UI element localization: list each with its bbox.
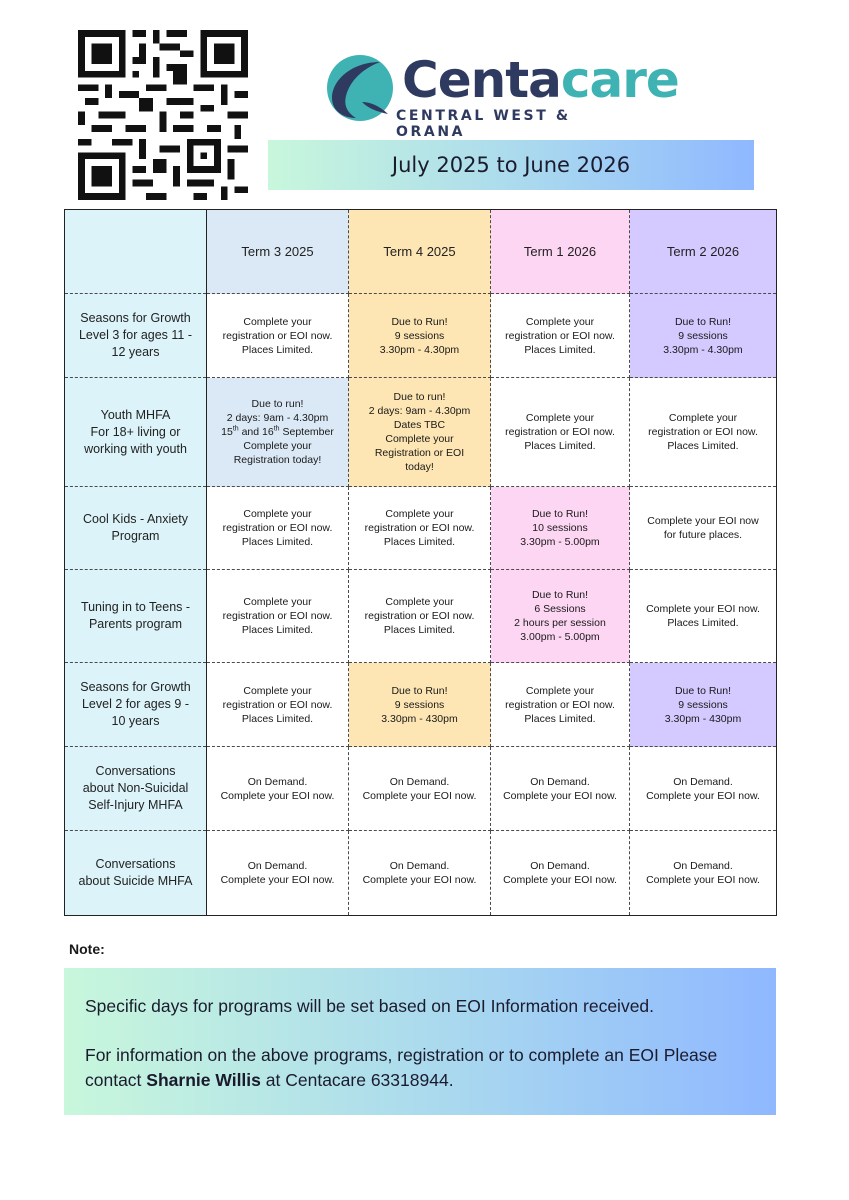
- cell-line: Places Limited.: [524, 440, 596, 452]
- note-box: [64, 968, 776, 1115]
- date-part: 15: [221, 426, 233, 438]
- cell-line: On Demand.: [530, 775, 590, 788]
- cell-line: 10 sessions: [532, 522, 588, 534]
- date-range-banner: July 2025 to June 2026: [268, 140, 754, 190]
- program-schedule-table: [64, 209, 777, 916]
- table-row: [65, 378, 777, 487]
- program-name-cell: [65, 570, 207, 663]
- schedule-cell: [349, 663, 491, 747]
- date-part: th: [273, 425, 280, 433]
- schedule-cell: [630, 487, 777, 570]
- program-name-line: 10 years: [111, 714, 160, 728]
- date-part: and 16: [238, 426, 274, 438]
- program-name-line: Tuning in to Teens -: [80, 600, 191, 614]
- cell-line: Places Limited.: [241, 712, 314, 725]
- cell-line: registration or EOI now.: [505, 329, 615, 342]
- program-name-line: For 18+ living or: [90, 424, 181, 439]
- cell-line: Complete your: [243, 596, 312, 608]
- term-header: Term 4 2025: [349, 210, 491, 294]
- schedule-cell: [491, 831, 630, 916]
- schedule-cell: [630, 378, 777, 487]
- note-line-1: Specific days for programs will be set based on EOI Information received.: [85, 996, 655, 1016]
- cell-line: Due to Run!: [391, 315, 448, 328]
- cell-line: Complete your: [525, 412, 595, 424]
- cell-line: Due to Run!: [531, 589, 589, 601]
- schedule-cell: [349, 831, 491, 916]
- cell-line: Places Limited.: [667, 440, 739, 452]
- cell-line: 2 days: 9am - 4.30pm: [226, 412, 329, 424]
- contact-name: Sharnie Willis: [146, 1070, 261, 1090]
- table-row: [65, 747, 777, 831]
- cell-line: 6 Sessions: [534, 603, 586, 615]
- cell-line: registration or EOI now.: [222, 610, 333, 622]
- term-header: Term 2 2026: [630, 210, 777, 294]
- cell-line: Complete your: [243, 440, 312, 452]
- schedule-cell: [207, 663, 349, 747]
- table-header-row: [65, 210, 777, 294]
- cell-line: Complete your EOI now.: [220, 874, 335, 886]
- program-name-cell: [65, 378, 207, 487]
- cell-line: Complete your EOI now: [647, 515, 759, 527]
- program-name-cell: [65, 831, 207, 916]
- table-row: [65, 294, 777, 378]
- program-name-line: Cool Kids - Anxiety: [83, 512, 188, 526]
- logo-wordmark-part2: care: [560, 51, 679, 109]
- cell-line: Complete your EOI now.: [503, 789, 617, 802]
- schedule-cell: [207, 747, 349, 831]
- cell-line: Complete your EOI now.: [646, 603, 760, 615]
- schedule-cell: [491, 294, 630, 378]
- cell-line: 3.30pm - 430pm: [381, 712, 458, 725]
- schedule-cell: [630, 570, 777, 663]
- cell-line: today!: [405, 461, 434, 473]
- cell-line: for future places.: [663, 529, 743, 541]
- cell-line: 2 hours per session: [514, 617, 606, 629]
- program-name-line: Seasons for Growth: [80, 680, 191, 694]
- cell-line: On Demand.: [530, 860, 590, 872]
- cell-line: 3.30pm - 5.00pm: [520, 536, 600, 548]
- cell-line: 3.30pm - 4.30pm: [379, 343, 460, 356]
- cell-line: Complete your: [243, 684, 312, 697]
- cell-line: Places Limited.: [241, 624, 314, 636]
- session-dates: [221, 426, 334, 438]
- table-row: [65, 570, 777, 663]
- cell-line: Places Limited.: [667, 617, 739, 629]
- cell-line: Places Limited.: [241, 343, 314, 356]
- logo-wordmark: [402, 50, 679, 110]
- cell-line: On Demand.: [247, 860, 308, 872]
- cell-line: Places Limited.: [383, 624, 456, 636]
- cell-line: Complete your: [243, 315, 312, 328]
- cell-line: Complete your: [525, 315, 595, 328]
- schedule-cell: [207, 831, 349, 916]
- schedule-cell: [491, 663, 630, 747]
- schedule-cell: [349, 570, 491, 663]
- cell-line: Places Limited.: [241, 536, 314, 548]
- cell-line: registration or EOI now.: [222, 329, 333, 342]
- schedule-cell: [630, 747, 777, 831]
- schedule-cell: [630, 831, 777, 916]
- table-corner-cell: [65, 210, 207, 294]
- program-name-line: Level 2 for ages 9 -: [81, 697, 189, 711]
- centacare-logo: [322, 51, 679, 140]
- cell-line: registration or EOI now.: [364, 610, 475, 622]
- cell-line: registration or EOI now.: [648, 426, 758, 438]
- cell-line: 9 sessions: [394, 329, 445, 342]
- cell-line: Registration today!: [233, 454, 322, 466]
- cell-line: Places Limited.: [524, 712, 596, 725]
- cell-line: On Demand.: [389, 775, 450, 788]
- cell-line: registration or EOI now.: [505, 426, 615, 438]
- program-name-line: about Suicide MHFA: [78, 874, 193, 888]
- cell-line: 9 sessions: [394, 698, 445, 711]
- schedule-cell: [491, 487, 630, 570]
- cell-line: Complete your: [525, 684, 595, 697]
- cell-line: Complete your EOI now.: [503, 874, 617, 886]
- cell-line: Complete your: [385, 433, 454, 445]
- table-row: [65, 831, 777, 916]
- cell-line: 3.30pm - 4.30pm: [663, 343, 743, 356]
- cell-line: On Demand.: [673, 775, 733, 788]
- program-name-cell: [65, 663, 207, 747]
- program-name-cell: [65, 487, 207, 570]
- logo-subtitle: CENTRAL WEST & ORANA: [396, 108, 571, 140]
- cell-line: Complete your EOI now.: [362, 789, 477, 802]
- cell-line: Complete your: [243, 508, 312, 520]
- schedule-cell: [491, 570, 630, 663]
- table-row: [65, 663, 777, 747]
- cell-line: Due to run!: [393, 391, 446, 403]
- program-name-line: Parents program: [88, 617, 183, 631]
- program-name-line: about Non-Suicidal: [82, 781, 189, 795]
- cell-line: Registration or EOI: [374, 447, 465, 459]
- note-line-2-end: at Centacare 63318944.: [260, 1070, 454, 1090]
- program-name-line: Self-Injury MHFA: [88, 798, 183, 812]
- schedule-cell: [630, 294, 777, 378]
- schedule-cell: [207, 570, 349, 663]
- cell-line: registration or EOI now.: [222, 522, 333, 534]
- cell-line: Complete your EOI now.: [362, 874, 477, 886]
- cell-line: 3.00pm - 5.00pm: [520, 631, 600, 643]
- program-name-line: Program: [111, 529, 160, 543]
- date-part: September: [279, 426, 334, 438]
- cell-line: Places Limited.: [524, 343, 596, 356]
- note-line-2-start: For information on the above programs, registration or to complete an EOI Please contact: [85, 1045, 718, 1090]
- schedule-cell: [491, 378, 630, 487]
- date-part: th: [232, 425, 239, 433]
- program-name-line: Level 3 for ages 11 -: [78, 328, 193, 342]
- logo-wordmark-part1: Centa: [402, 51, 561, 109]
- program-name-line: Conversations: [95, 764, 176, 778]
- qr-code-icon: [78, 30, 248, 200]
- cell-line: Dates TBC: [393, 419, 446, 431]
- program-name-line: Youth MHFA: [100, 407, 171, 422]
- cell-line: registration or EOI now.: [222, 698, 333, 711]
- cell-line: Due to Run!: [674, 315, 732, 328]
- cell-line: Places Limited.: [383, 536, 456, 548]
- program-name-line: Seasons for Growth: [80, 311, 191, 325]
- cell-line: Complete your EOI now.: [646, 789, 760, 802]
- schedule-cell: [207, 487, 349, 570]
- cell-line: Due to run!: [251, 398, 304, 410]
- note-label: Note:: [69, 941, 105, 957]
- cell-line: 3.30pm - 430pm: [664, 712, 742, 725]
- cell-line: registration or EOI now.: [505, 698, 615, 711]
- cell-line: registration or EOI now.: [364, 522, 475, 534]
- cell-line: On Demand.: [389, 860, 450, 872]
- schedule-cell: [349, 487, 491, 570]
- schedule-cell: [349, 294, 491, 378]
- schedule-cell: [630, 663, 777, 747]
- program-name-cell: [65, 747, 207, 831]
- program-name-line: 12 years: [111, 345, 160, 359]
- cell-line: 2 days: 9am - 4.30pm: [368, 405, 471, 417]
- cell-line: Due to Run!: [391, 684, 448, 697]
- table-row: [65, 487, 777, 570]
- logo-swirl-icon: [322, 52, 396, 126]
- term-header: Term 1 2026: [491, 210, 630, 294]
- cell-line: Complete your EOI now.: [646, 874, 760, 886]
- program-name-line: Conversations: [95, 857, 176, 871]
- cell-line: 9 sessions: [678, 329, 728, 342]
- cell-line: Complete your: [385, 508, 454, 520]
- schedule-cell: [491, 747, 630, 831]
- cell-line: Complete your: [668, 412, 738, 424]
- cell-line: On Demand.: [247, 775, 308, 788]
- cell-line: On Demand.: [673, 860, 733, 872]
- cell-line: Due to Run!: [531, 508, 589, 520]
- program-name-cell: [65, 294, 207, 378]
- schedule-cell: [349, 378, 491, 487]
- schedule-cell: [207, 294, 349, 378]
- schedule-cell: [349, 747, 491, 831]
- schedule-cell: [207, 378, 349, 487]
- program-name-line: working with youth: [84, 441, 187, 456]
- note-line-2: [85, 1043, 755, 1093]
- cell-line: Complete your: [385, 596, 454, 608]
- cell-line: 9 sessions: [678, 698, 728, 711]
- cell-line: Due to Run!: [674, 684, 732, 697]
- term-header: Term 3 2025: [207, 210, 349, 294]
- cell-line: Complete your EOI now.: [220, 789, 335, 802]
